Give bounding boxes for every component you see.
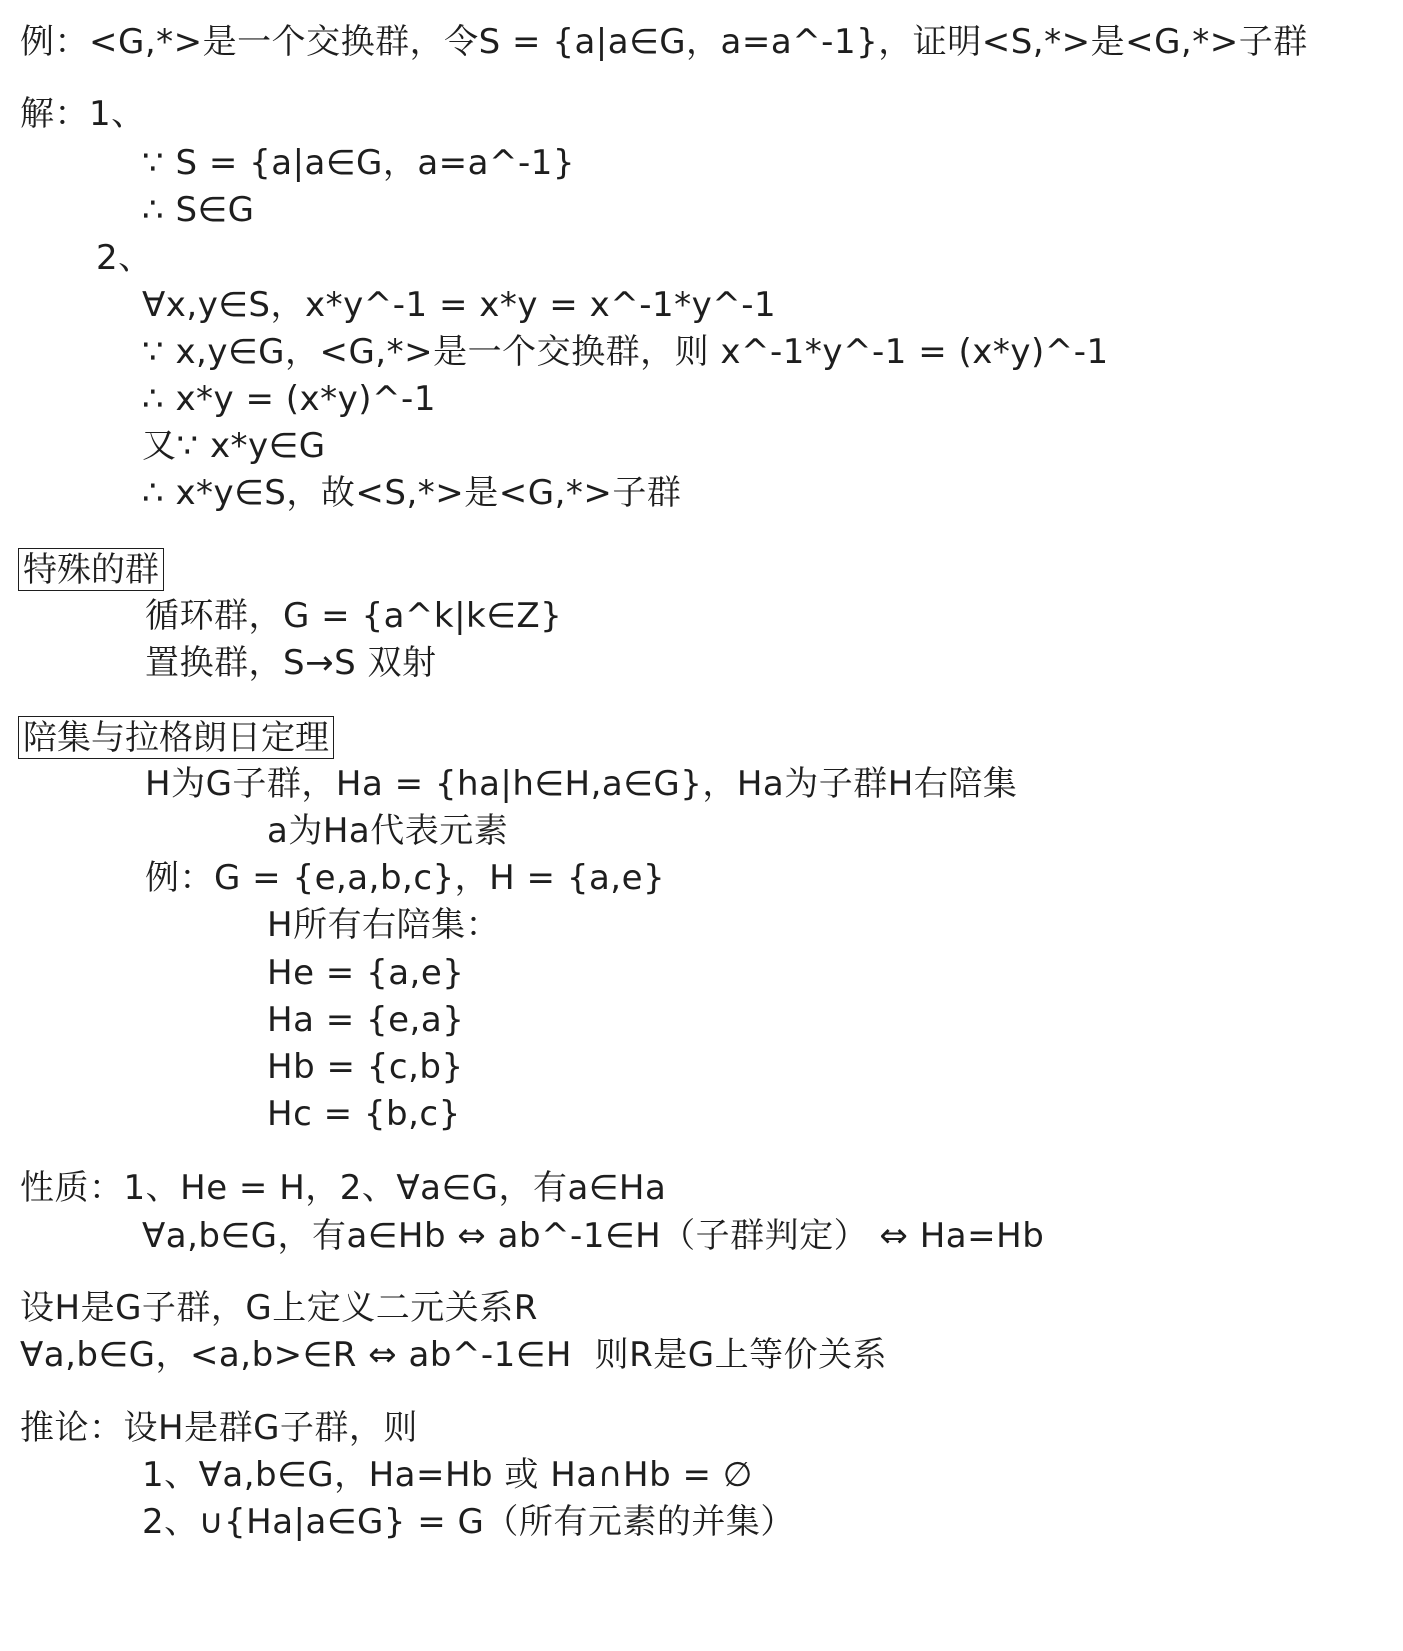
relation-line-2: ∀a,b∈G，<a,b>∈R ⇔ ab^-1∈H 则R是G上等价关系 xyxy=(20,1335,888,1375)
step1-line-2: ∴ S∈G xyxy=(142,190,255,230)
coset-He: He = {a,e} xyxy=(267,953,465,993)
example-title: 例：<G,*>是一个交换群，令S = {a|a∈G，a=a^-1}，证明<S,*>是<G,*>子群 xyxy=(20,22,1308,62)
step2-line-3: ∴ x*y = (x*y)^-1 xyxy=(142,379,436,419)
coset-representative: a为Ha代表元素 xyxy=(267,811,509,851)
coset-Hb: Hb = {c,b} xyxy=(267,1047,464,1087)
cosets-heading: 陪集与拉格朗日定理 xyxy=(18,716,334,759)
step2-line-2: ∵ x,y∈G，<G,*>是一个交换群，则 x^-1*y^-1 = (x*y)^-1 xyxy=(142,332,1109,372)
corollary-item-2: 2、∪{Ha|a∈G} = G（所有元素的并集） xyxy=(142,1502,795,1542)
coset-Hc: Hc = {b,c} xyxy=(267,1094,461,1134)
special-groups-heading: 特殊的群 xyxy=(18,548,164,591)
step2-line-4: 又∵ x*y∈G xyxy=(142,426,326,466)
solution-label: 解：1、 xyxy=(20,94,146,134)
coset-definition: H为G子群，Ha = {ha|h∈H,a∈G}，Ha为子群H右陪集 xyxy=(145,764,1018,804)
step2-label: 2、 xyxy=(96,238,153,278)
step2-line-1: ∀x,y∈S，x*y^-1 = x*y = x^-1*y^-1 xyxy=(142,285,777,325)
properties-line-1: 性质：1、He = H，2、∀a∈G，有a∈Ha xyxy=(20,1168,667,1208)
step2-line-5: ∴ x*y∈S，故<S,*>是<G,*>子群 xyxy=(142,473,682,513)
properties-line-2: ∀a,b∈G，有a∈Hb ⇔ ab^-1∈H（子群判定） ⇔ Ha=Hb xyxy=(142,1216,1045,1256)
coset-all-label: H所有右陪集： xyxy=(267,905,501,945)
special-group-cyclic: 循环群，G = {a^k|k∈Z} xyxy=(145,596,563,636)
corollary-heading: 推论：设H是群G子群，则 xyxy=(20,1408,418,1448)
corollary-item-1: 1、∀a,b∈G，Ha=Hb 或 Ha∩Hb = ∅ xyxy=(142,1455,753,1495)
special-group-permutation: 置换群，S→S 双射 xyxy=(145,643,437,683)
coset-Ha: Ha = {e,a} xyxy=(267,1000,465,1040)
coset-example: 例：G = {e,a,b,c}，H = {a,e} xyxy=(145,858,666,898)
relation-line-1: 设H是G子群，G上定义二元关系R xyxy=(20,1288,538,1328)
step1-line-1: ∵ S = {a|a∈G，a=a^-1} xyxy=(142,143,576,183)
